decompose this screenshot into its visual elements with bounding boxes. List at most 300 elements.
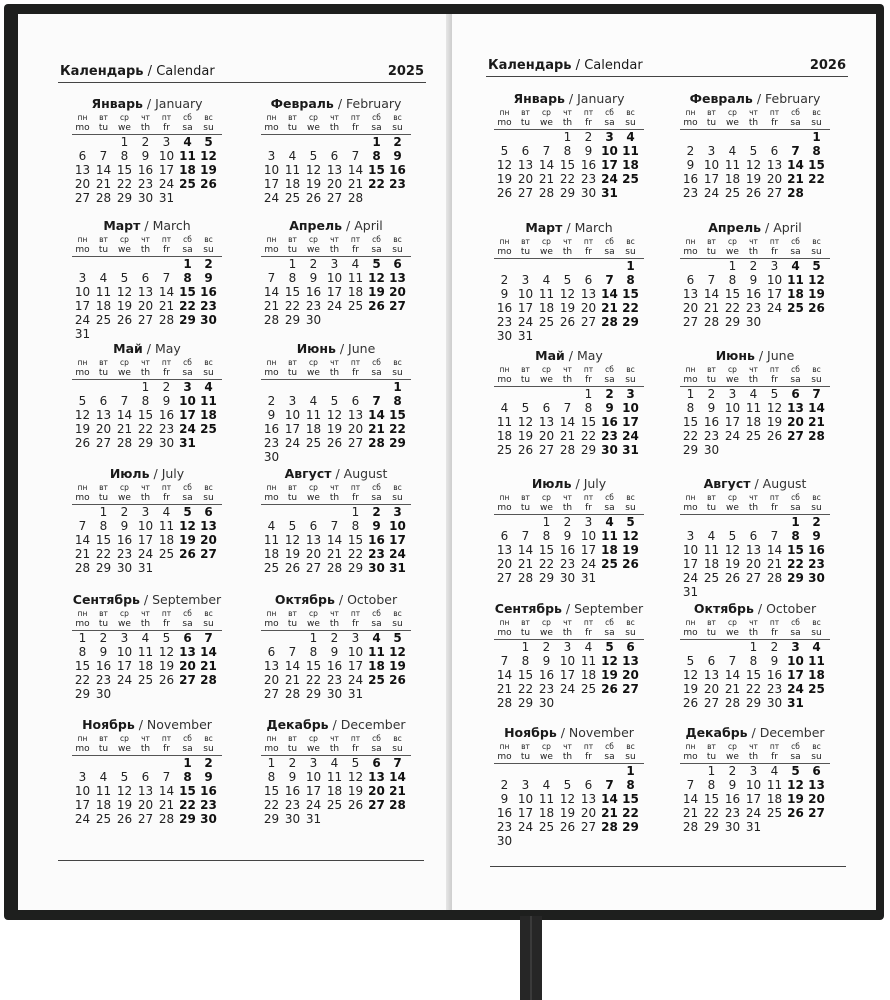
day-cell: 1 (120, 135, 129, 149)
day-cell (620, 329, 641, 343)
weekday-header-ru (72, 609, 222, 619)
day-cell (494, 764, 515, 778)
weekday-label: чт (749, 493, 758, 502)
day-cell: 8 (521, 654, 530, 668)
weekday-label: su (625, 752, 636, 762)
day-cell: 17 (601, 158, 618, 172)
month-title: Август / August (703, 476, 807, 491)
day-cell: 21 (200, 659, 217, 673)
weekday-label: th (329, 123, 340, 133)
weekday-label: tu (98, 123, 109, 133)
month-february (680, 91, 830, 200)
day-cell: 10 (179, 394, 196, 408)
day-cell: 22 (368, 177, 385, 191)
day-cell: 6 (500, 529, 509, 543)
month-title: Март / March (103, 218, 191, 233)
day-cell: 26 (179, 547, 196, 561)
day-cell: 25 (95, 812, 112, 826)
month-october (261, 592, 411, 701)
weekday-label: we (540, 247, 553, 257)
weekday-label: th (748, 752, 759, 762)
day-cell: 5 (728, 529, 737, 543)
day-cell: 18 (137, 659, 154, 673)
week-row (494, 273, 644, 287)
weekday-label: сб (791, 742, 800, 751)
day-cell: 24 (580, 557, 597, 571)
weekday-label: tu (98, 245, 109, 255)
week-row (494, 387, 644, 401)
day-cell: 6 (267, 645, 276, 659)
day-cell (282, 450, 303, 464)
day-cell: 13 (389, 271, 406, 285)
day-cell: 6 (584, 778, 593, 792)
weekday-label: fr (163, 744, 170, 754)
day-cell: 3 (78, 271, 87, 285)
weekday-header-en (261, 493, 411, 505)
day-cell: 17 (74, 798, 91, 812)
month-january (72, 96, 222, 205)
day-cell: 2 (393, 135, 402, 149)
day-cell: 2 (120, 505, 129, 519)
day-cell (722, 515, 743, 529)
day-cell: 10 (601, 144, 618, 158)
day-cell: 1 (183, 257, 192, 271)
day-cell: 19 (116, 299, 133, 313)
day-cell: 23 (724, 806, 741, 820)
week-row (72, 380, 222, 394)
week-row (261, 271, 411, 285)
day-cell: 5 (162, 631, 171, 645)
week-row (261, 257, 411, 271)
day-cell: 30 (368, 561, 385, 575)
day-cell: 25 (305, 436, 322, 450)
day-cell (156, 561, 177, 575)
day-cell (515, 515, 536, 529)
day-cell: 30 (703, 443, 720, 457)
day-cell: 7 (330, 519, 339, 533)
day-cell: 4 (141, 631, 150, 645)
day-cell: 20 (368, 784, 385, 798)
day-cell: 31 (74, 327, 91, 341)
day-cell: 29 (95, 561, 112, 575)
weekday-label: ср (309, 734, 318, 743)
day-cell: 3 (626, 387, 635, 401)
weekday-label: вс (204, 113, 213, 122)
day-cell (743, 515, 764, 529)
day-cell: 9 (204, 271, 213, 285)
day-cell: 17 (559, 668, 576, 682)
weekday-label: tu (706, 503, 717, 513)
day-cell (387, 450, 408, 464)
day-cell: 25 (724, 186, 741, 200)
week-row (494, 668, 644, 682)
day-cell: 5 (605, 640, 614, 654)
day-cell: 10 (703, 158, 720, 172)
weekday-label: ср (728, 108, 737, 117)
weekday-label: чт (749, 237, 758, 246)
week-row (680, 820, 830, 834)
week-row (494, 186, 644, 200)
day-cell: 14 (326, 533, 343, 547)
weekday-header-ru (494, 108, 644, 118)
day-cell: 25 (158, 547, 175, 561)
weekday-label: пт (161, 609, 172, 618)
month-title: Октябрь / October (274, 592, 398, 607)
day-cell: 18 (95, 798, 112, 812)
day-cell: 8 (99, 519, 108, 533)
day-cell (494, 640, 515, 654)
weekday-label: ср (309, 358, 318, 367)
day-cell: 20 (74, 177, 91, 191)
day-cell: 5 (500, 144, 509, 158)
month-december (261, 717, 411, 826)
month-march (494, 220, 644, 343)
day-cell: 9 (120, 519, 129, 533)
day-cell: 15 (179, 784, 196, 798)
weekday-label: ср (542, 618, 551, 627)
weekday-label: чт (563, 237, 572, 246)
day-cell: 9 (707, 401, 716, 415)
day-cell (536, 387, 557, 401)
day-cell (114, 327, 135, 341)
day-cell: 17 (179, 408, 196, 422)
day-cell (72, 135, 93, 149)
day-cell (72, 380, 93, 394)
week-row (494, 820, 644, 834)
day-cell (303, 135, 324, 149)
weekday-label: сб (183, 358, 192, 367)
day-cell: 22 (95, 547, 112, 561)
day-cell: 20 (538, 429, 555, 443)
day-cell: 6 (521, 144, 530, 158)
day-cell: 27 (179, 673, 196, 687)
day-cell: 17 (517, 301, 534, 315)
day-cell: 15 (622, 792, 639, 806)
day-cell: 14 (496, 668, 513, 682)
day-cell: 27 (580, 820, 597, 834)
weekday-label: вс (204, 358, 213, 367)
week-row (72, 784, 222, 798)
weekday-label: we (540, 375, 553, 385)
week-row (261, 770, 411, 784)
week-row (261, 149, 411, 163)
day-cell: 21 (158, 299, 175, 313)
day-cell: 23 (263, 436, 280, 450)
day-cell (680, 515, 701, 529)
day-cell: 5 (393, 631, 402, 645)
day-cell (722, 585, 743, 599)
day-cell (387, 687, 408, 701)
day-cell: 16 (724, 792, 741, 806)
week-row (680, 158, 830, 172)
day-cell (599, 329, 620, 343)
day-cell (345, 450, 366, 464)
day-cell: 28 (538, 186, 555, 200)
day-cell: 28 (263, 313, 280, 327)
day-cell (599, 259, 620, 273)
week-row (494, 806, 644, 820)
day-cell: 9 (584, 144, 593, 158)
weekday-header-ru (261, 483, 411, 493)
day-cell: 6 (372, 756, 381, 770)
day-cell (557, 696, 578, 710)
weekday-label: пн (77, 113, 88, 122)
day-cell: 7 (267, 271, 276, 285)
weekday-label: сб (605, 493, 614, 502)
day-cell: 13 (703, 668, 720, 682)
week-row (261, 687, 411, 701)
month-title: Март / March (525, 220, 613, 235)
day-cell: 27 (538, 443, 555, 457)
day-cell: 8 (393, 394, 402, 408)
weekday-label: sa (371, 245, 382, 255)
bookmark-ribbon[interactable] (520, 916, 542, 1000)
weekday-header-en (261, 619, 411, 631)
day-cell: 7 (707, 273, 716, 287)
day-cell: 4 (605, 515, 614, 529)
day-cell: 15 (305, 659, 322, 673)
weekday-label: сб (372, 734, 381, 743)
weekday-header-ru (72, 113, 222, 123)
month-title: Июль / July (531, 476, 607, 491)
month-title: Октябрь / October (693, 601, 817, 616)
day-cell: 19 (158, 659, 175, 673)
day-cell: 17 (263, 177, 280, 191)
weekday-label: пт (583, 618, 594, 627)
day-cell: 6 (584, 273, 593, 287)
day-cell: 7 (770, 529, 779, 543)
weekday-label: ср (728, 742, 737, 751)
week-row (680, 640, 830, 654)
weekday-label: вс (812, 108, 821, 117)
weekday-label: tu (287, 123, 298, 133)
weekday-label: fr (585, 375, 592, 385)
week-row (72, 533, 222, 547)
day-cell: 2 (330, 631, 339, 645)
weekday-label: пт (161, 483, 172, 492)
day-cell: 11 (179, 149, 196, 163)
month-july (494, 476, 644, 585)
day-cell: 4 (791, 259, 800, 273)
weekday-label: th (562, 752, 573, 762)
week-row (72, 770, 222, 784)
weekday-label: пн (266, 734, 277, 743)
day-cell: 27 (808, 806, 825, 820)
day-cell: 19 (517, 429, 534, 443)
day-cell: 7 (393, 756, 402, 770)
weekday-label: пн (499, 742, 510, 751)
day-cell (494, 515, 515, 529)
day-cell (156, 257, 177, 271)
day-cell: 28 (116, 436, 133, 450)
weekday-label: th (562, 628, 573, 638)
day-cell: 5 (120, 770, 129, 784)
week-row (494, 158, 644, 172)
day-cell: 27 (517, 186, 534, 200)
day-cell (93, 756, 114, 770)
weekday-label: tu (98, 619, 109, 629)
day-cell (282, 380, 303, 394)
day-cell (806, 443, 827, 457)
weekday-label: tu (520, 375, 531, 385)
day-cell: 4 (204, 380, 213, 394)
day-cell: 22 (703, 806, 720, 820)
weekday-label: ср (542, 365, 551, 374)
day-cell: 5 (120, 271, 129, 285)
day-cell: 20 (179, 659, 196, 673)
month-title: Февраль / February (689, 91, 821, 106)
day-cell (785, 315, 806, 329)
weekday-label: tu (98, 493, 109, 503)
day-cell: 19 (787, 792, 804, 806)
day-cell: 19 (682, 682, 699, 696)
weekday-label: we (118, 744, 131, 754)
day-cell: 6 (626, 640, 635, 654)
day-cell: 17 (745, 792, 762, 806)
weekday-label: sa (604, 118, 615, 128)
weekday-label: ср (309, 235, 318, 244)
day-cell: 4 (372, 631, 381, 645)
day-cell: 18 (787, 287, 804, 301)
day-cell: 9 (288, 770, 297, 784)
day-cell: 9 (686, 158, 695, 172)
day-cell: 10 (745, 778, 762, 792)
day-cell: 11 (263, 533, 280, 547)
weekday-label: вт (521, 493, 530, 502)
day-cell (303, 380, 324, 394)
day-cell: 25 (538, 820, 555, 834)
weekday-label: su (811, 118, 822, 128)
day-cell: 30 (745, 315, 762, 329)
week-row (494, 287, 644, 301)
day-cell: 11 (305, 408, 322, 422)
day-cell: 10 (284, 408, 301, 422)
weekday-label: пт (769, 365, 780, 374)
weekday-label: ср (120, 235, 129, 244)
day-cell: 12 (745, 158, 762, 172)
day-cell: 2 (372, 505, 381, 519)
weekday-label: tu (287, 744, 298, 754)
weekday-header-en (72, 368, 222, 380)
day-cell: 14 (724, 668, 741, 682)
day-cell: 24 (74, 313, 91, 327)
weekday-label: su (392, 744, 403, 754)
day-cell: 8 (749, 654, 758, 668)
weekday-label: we (726, 628, 739, 638)
day-cell: 1 (351, 505, 360, 519)
weekday-label: sa (371, 123, 382, 133)
day-cell: 10 (137, 519, 154, 533)
weekday-label: пт (769, 618, 780, 627)
day-cell: 13 (538, 415, 555, 429)
day-cell: 20 (517, 172, 534, 186)
day-cell: 20 (326, 177, 343, 191)
weekday-label: fr (771, 503, 778, 513)
day-cell: 3 (521, 273, 530, 287)
day-cell: 27 (95, 436, 112, 450)
day-cell: 26 (559, 820, 576, 834)
week-row (261, 673, 411, 687)
week-row (72, 645, 222, 659)
week-row (494, 315, 644, 329)
weekday-label: чт (749, 365, 758, 374)
month-september (72, 592, 222, 701)
day-cell: 16 (158, 408, 175, 422)
day-cell: 24 (347, 673, 364, 687)
week-row (494, 682, 644, 696)
day-cell: 15 (703, 792, 720, 806)
weekday-label: sa (182, 744, 193, 754)
day-cell (198, 687, 219, 701)
weekday-label: mo (75, 368, 90, 378)
weekday-label: mo (497, 628, 512, 638)
day-cell: 2 (728, 764, 737, 778)
day-cell: 21 (389, 784, 406, 798)
day-cell (177, 327, 198, 341)
weekday-label: ср (120, 113, 129, 122)
weekday-label: su (203, 368, 214, 378)
day-cell: 17 (517, 806, 534, 820)
weekday-label: we (540, 628, 553, 638)
day-cell: 24 (137, 547, 154, 561)
week-row (72, 149, 222, 163)
week-row (261, 798, 411, 812)
day-cell: 24 (116, 673, 133, 687)
month-march (72, 218, 222, 341)
day-cell: 21 (284, 673, 301, 687)
day-cell: 12 (766, 401, 783, 415)
day-cell: 17 (347, 659, 364, 673)
day-cell: 26 (389, 673, 406, 687)
day-cell (515, 764, 536, 778)
day-cell: 7 (162, 271, 171, 285)
week-row (261, 285, 411, 299)
week-row (680, 806, 830, 820)
day-cell: 16 (703, 415, 720, 429)
day-cell (324, 135, 345, 149)
day-cell: 7 (686, 778, 695, 792)
day-cell: 19 (200, 163, 217, 177)
weekday-label: пт (583, 237, 594, 246)
day-cell: 4 (626, 130, 635, 144)
day-cell: 24 (284, 436, 301, 450)
day-cell (366, 450, 387, 464)
weekday-label: вс (393, 113, 402, 122)
day-cell: 27 (682, 315, 699, 329)
day-cell: 19 (559, 806, 576, 820)
day-cell: 15 (682, 415, 699, 429)
day-cell: 31 (601, 186, 618, 200)
month-february (261, 96, 411, 205)
day-cell: 21 (682, 806, 699, 820)
day-cell: 28 (766, 571, 783, 585)
day-cell: 21 (347, 177, 364, 191)
day-cell: 12 (517, 415, 534, 429)
day-cell: 28 (808, 429, 825, 443)
day-cell: 1 (288, 257, 297, 271)
day-cell: 12 (116, 784, 133, 798)
weekday-label: чт (330, 113, 339, 122)
day-cell: 25 (703, 571, 720, 585)
weekday-label: we (726, 247, 739, 257)
day-cell: 7 (728, 654, 737, 668)
day-cell: 23 (766, 682, 783, 696)
day-cell (620, 696, 641, 710)
day-cell: 6 (791, 387, 800, 401)
day-cell: 27 (703, 696, 720, 710)
week-row (261, 191, 411, 205)
day-cell: 5 (330, 394, 339, 408)
